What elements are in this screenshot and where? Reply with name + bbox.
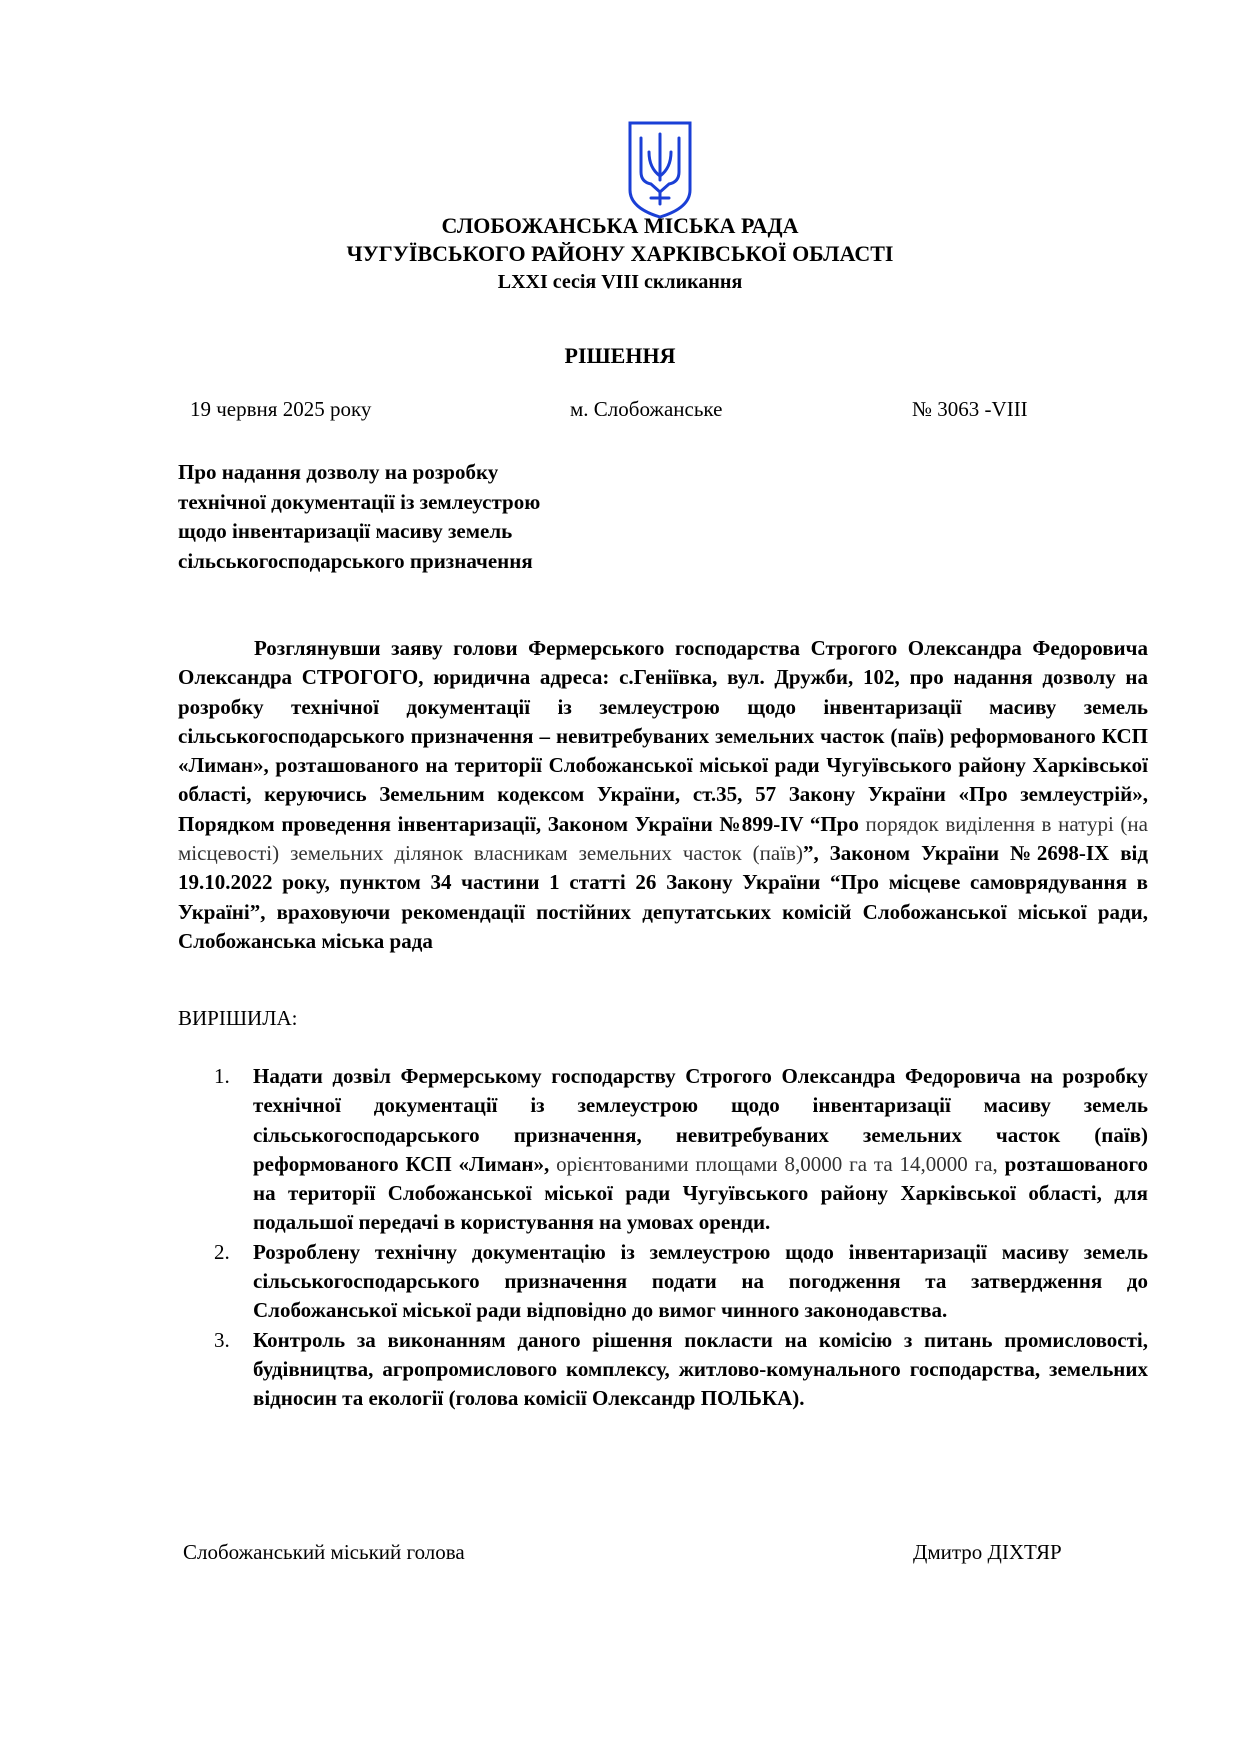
decided-heading: ВИРІШИЛА:	[178, 1006, 298, 1030]
signatory-position: Слобожанський міський голова	[183, 1540, 465, 1564]
item-text-end: розташованого на території Слобожанської міської ради Чугуївського району Харківської області, для подальшої передачі в користування на умовах оренди.	[253, 1151, 1148, 1235]
subject-line: щодо інвентаризації масиву земель	[178, 519, 513, 543]
item-number: 2.	[214, 1239, 230, 1264]
item-text: Контроль за виконанням даного рішення покласти на комісію з питань промисловості, будівництва, агропромислового комплексу, житлово-комунального господарства, земельних відносин та екології (голова комісії Олександр ПОЛЬКА).	[253, 1327, 1148, 1411]
item-text: Надати дозвіл Фермерському господарству Строгого Олександра Федоровича на розробку технічної документації із землеустрою щодо інвентаризації масиву земель сільськогосподарського призначення, невитребуваних земельних часток (паїв) реформованого КСП «Лиман»,	[253, 1064, 1148, 1176]
item-text: Розроблену технічну документацію із землеустрою щодо інвентаризації масиву земель сільськогосподарського призначення подати на погодження та затвердження до Слобожанської міської ради відповідно до вимог чинного законодавства.	[253, 1239, 1148, 1323]
item-number: 1.	[214, 1064, 230, 1088]
document-title: РІШЕННЯ	[564, 343, 676, 368]
subject-line: Про надання дозволу на розробку	[178, 460, 499, 484]
district-name: ЧУГУЇВСЬКОГО РАЙОНУ ХАРКІВСЬКОЇ ОБЛАСТІ	[346, 241, 894, 266]
decision-subject	[178, 458, 540, 576]
session-info: LXXI сесія VIII скликання	[497, 271, 743, 293]
preamble-law-title: порядок виділення в натурі (на місцевості) земельних ділянок власникам земельних часток (паїв)	[178, 811, 1148, 866]
council-name: СЛОБОЖАНСЬКА МІСЬКА РАДА	[441, 213, 799, 238]
preamble-text-end: ”, Законом України №2698-IX від 19.10.2022 року, пунктом 34 частини 1 статті 26 Закону України “Про місцеве самоврядування в Україні”, враховуючи рекомендації постійних депутатських комісій Слобожанської міської ради, Слобожанська міська рада	[178, 841, 1148, 953]
trident-emblem-icon	[627, 120, 693, 220]
decision-item	[178, 1238, 1148, 1326]
item-number: 3.	[214, 1327, 230, 1352]
decision-item	[178, 1062, 1148, 1238]
subject-line: сільськогосподарського призначення	[178, 548, 533, 573]
decision-item	[178, 1326, 1148, 1414]
subject-line: технічної документації із землеустрою	[178, 489, 541, 514]
decision-number: № 3063 -VIII	[912, 397, 1028, 421]
preamble-text: Розглянувши заяву голови Фермерського господарства Строгого Олександра Федоровича Олександра СТРОГОГО, юридична адреса: с.Геніївка, вул. Дружби, 102, про надання дозволу на розробку технічної документації із землеустрою щодо інвентаризації масиву земель сільськогосподарського призначення – невитребуваних земельних часток (паїв) реформованого КСП «Лиман», розташованого на території Слобожанської міської ради Чугуївського району Харківської області, керуючись Земельним кодексом України, ст.35, 57 Закону України «Про землеустрій», Порядком проведення інвентаризації, Законом України №899-IV “Про	[178, 636, 1148, 836]
decision-date: 19 червня 2025 року	[190, 397, 372, 421]
decision-items	[178, 1062, 1148, 1414]
item-area-text: орієнтованими площами 8,0000 га та 14,0000 га,	[549, 1151, 998, 1176]
decision-place: м. Слобожанське	[570, 397, 723, 421]
preamble-paragraph	[178, 634, 1148, 956]
signatory-name: Дмитро ДІХТЯР	[913, 1540, 1062, 1564]
